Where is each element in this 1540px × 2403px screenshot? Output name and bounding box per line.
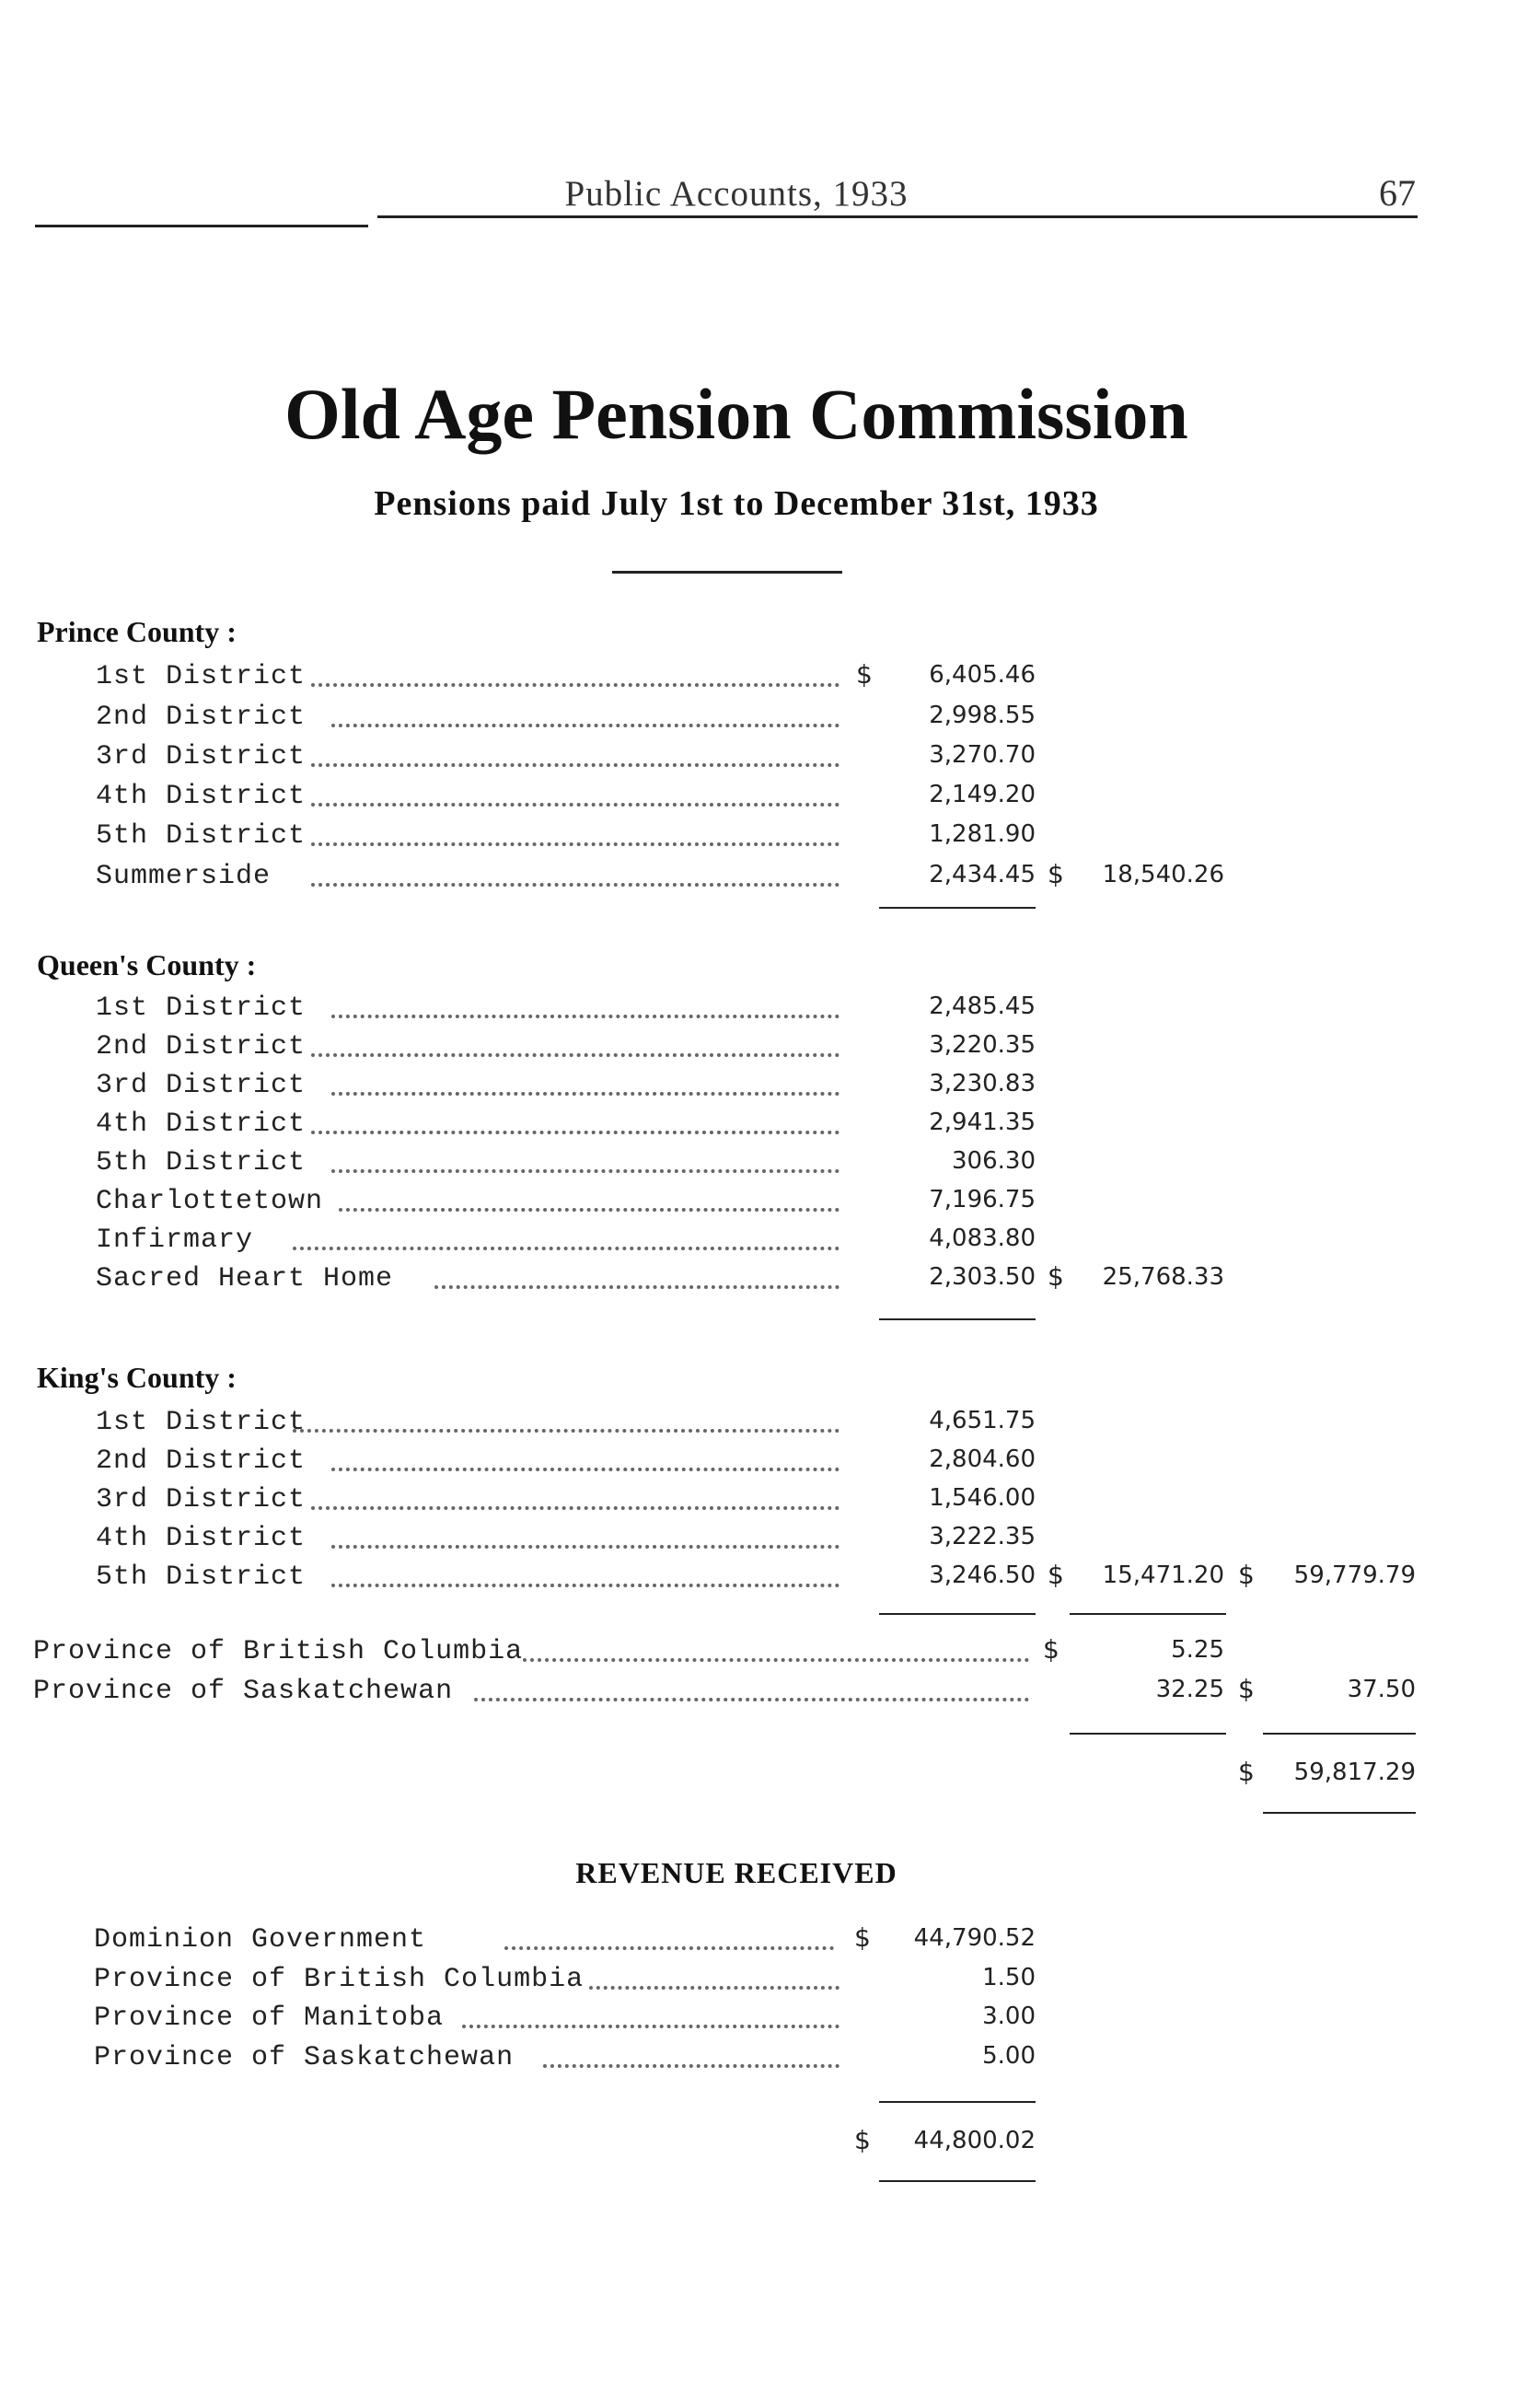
list-item-label: 5th District: [96, 1561, 307, 1593]
list-item-amount: 5.25: [1171, 1636, 1224, 1664]
counties-total-amount: 59,779.79: [1293, 1561, 1416, 1589]
list-item-amount: 3,220.35: [929, 1031, 1036, 1059]
list-item-amount: 1,281.90: [929, 820, 1036, 848]
list-item-amount: 2,941.35: [929, 1109, 1036, 1136]
dot-leader: [523, 1658, 1029, 1662]
dot-leader: [331, 1545, 839, 1549]
list-item-label: 3rd District: [96, 1484, 307, 1515]
list-item-amount: 4,651.75: [929, 1407, 1036, 1434]
dot-leader: [434, 1285, 839, 1289]
list-item-label: 1st District: [96, 661, 307, 692]
dot-leader: [311, 842, 839, 846]
header-rule-left: [35, 225, 368, 227]
list-item-label: 2nd District: [96, 1031, 307, 1062]
revenue-rule: [879, 2101, 1036, 2103]
dot-leader: [311, 1131, 839, 1134]
subtotal-rule: [879, 1613, 1036, 1615]
list-item-amount: 3,246.50: [929, 1561, 1036, 1589]
dollar-sign: $: [1238, 1560, 1255, 1590]
list-item-label: 2nd District: [96, 1445, 307, 1477]
dollar-sign: $: [1048, 859, 1064, 889]
list-item-amount: 3.00: [982, 2002, 1036, 2030]
list-item-amount: 3,270.70: [929, 741, 1036, 769]
dot-leader: [331, 1169, 839, 1173]
subtotal-rule: [879, 907, 1036, 909]
dot-leader: [311, 1506, 839, 1510]
list-item-label: 4th District: [96, 781, 307, 812]
list-item-label: Sacred Heart Home: [96, 1263, 394, 1294]
subtotal-rule: [1263, 1733, 1416, 1735]
list-item-amount: 44,790.52: [913, 1924, 1036, 1952]
dot-leader: [339, 1208, 839, 1212]
dot-leader: [311, 763, 839, 767]
dot-leader: [331, 1584, 839, 1587]
kings-county-heading: King's County :: [37, 1361, 237, 1394]
list-item-label: Infirmary: [96, 1225, 254, 1256]
queens-county-heading: Queen's County :: [37, 948, 257, 981]
list-item-label: 4th District: [96, 1523, 307, 1554]
dot-leader: [474, 1698, 1029, 1701]
subtotal-rule: [879, 1318, 1036, 1320]
grand-total-rule: [1263, 1812, 1416, 1814]
list-item-label: Summerside: [96, 861, 272, 892]
list-item-label: 1st District: [96, 993, 307, 1024]
list-item-amount: 2,303.50: [929, 1263, 1036, 1291]
dot-leader: [331, 1015, 839, 1018]
list-item-amount: 32.25: [1155, 1676, 1224, 1703]
revenue-heading: REVENUE RECEIVED: [575, 1856, 897, 1889]
list-item-amount: 2,485.45: [929, 993, 1036, 1020]
subtotal-amount: 18,540.26: [1102, 861, 1224, 888]
dot-leader: [589, 1986, 839, 1990]
list-item-label: Province of British Columbia: [33, 1636, 524, 1667]
list-item-amount: 3,230.83: [929, 1070, 1036, 1097]
running-header: Public Accounts, 1933: [564, 174, 909, 214]
dot-leader: [504, 1946, 834, 1950]
list-item-amount: 1,546.00: [929, 1484, 1036, 1512]
dollar-sign: $: [854, 2125, 871, 2155]
list-item-amount: 2,804.60: [929, 1445, 1036, 1473]
prince-county-heading: Prince County :: [37, 615, 237, 648]
subtotal-rule: [1070, 1613, 1226, 1615]
page-subtitle: Pensions paid July 1st to December 31st, 1933: [374, 484, 1099, 523]
list-item-amount: 7,196.75: [929, 1186, 1036, 1213]
list-item-amount: 6,405.46: [929, 661, 1036, 689]
list-item-amount: 2,998.55: [929, 702, 1036, 729]
list-item-label: Province of British Columbia: [94, 1964, 585, 1995]
revenue-total-rule: [879, 2180, 1036, 2182]
subtotal-amount: 15,471.20: [1102, 1561, 1224, 1589]
dot-leader: [311, 1053, 839, 1057]
list-item-amount: 1.50: [982, 1964, 1036, 1991]
list-item-label: Dominion Government: [94, 1924, 427, 1956]
header-rule-right: [377, 215, 1418, 218]
dot-leader: [331, 724, 839, 727]
page-title: Old Age Pension Commission: [284, 374, 1188, 454]
dollar-sign: $: [1238, 1674, 1255, 1704]
title-divider: [612, 571, 842, 574]
revenue-total-amount: 44,800.02: [913, 2127, 1036, 2154]
list-item-label: Province of Saskatchewan: [94, 2042, 515, 2073]
dot-leader: [331, 1092, 839, 1096]
list-item-amount: 5.00: [982, 2042, 1036, 2070]
list-item-amount: 3,222.35: [929, 1523, 1036, 1550]
dollar-sign: $: [856, 659, 873, 690]
dollar-sign: $: [1238, 1757, 1255, 1787]
subtotal-rule: [1070, 1733, 1226, 1735]
dot-leader: [331, 1468, 839, 1471]
list-item-amount: 2,149.20: [929, 781, 1036, 808]
list-item-amount: 306.30: [952, 1147, 1036, 1175]
list-item-amount: 2,434.45: [929, 861, 1036, 888]
subtotal-amount: 37.50: [1347, 1676, 1416, 1703]
dot-leader: [543, 2064, 839, 2068]
dot-leader: [462, 2025, 839, 2028]
list-item-label: 4th District: [96, 1109, 307, 1140]
dot-leader: [311, 883, 839, 887]
dollar-sign: $: [1043, 1634, 1059, 1665]
dot-leader: [293, 1429, 839, 1433]
dot-leader: [311, 683, 839, 687]
dollar-sign: $: [854, 1922, 871, 1953]
dot-leader: [311, 803, 839, 807]
grand-total-amount: 59,817.29: [1293, 1759, 1416, 1786]
subtotal-amount: 25,768.33: [1102, 1263, 1224, 1291]
list-item-label: 3rd District: [96, 741, 307, 772]
dollar-sign: $: [1048, 1560, 1064, 1590]
list-item-label: 5th District: [96, 1147, 307, 1178]
list-item-label: Charlottetown: [96, 1186, 324, 1217]
list-item-amount: 4,083.80: [929, 1225, 1036, 1252]
list-item-label: Province of Manitoba: [94, 2002, 445, 2034]
page-number: 67: [1379, 172, 1416, 214]
list-item-label: Province of Saskatchewan: [33, 1676, 454, 1707]
list-item-label: 5th District: [96, 820, 307, 852]
dollar-sign: $: [1048, 1261, 1064, 1292]
dot-leader: [293, 1247, 839, 1250]
list-item-label: 3rd District: [96, 1070, 307, 1101]
list-item-label: 2nd District: [96, 702, 307, 733]
list-item-label: 1st District: [96, 1407, 307, 1438]
